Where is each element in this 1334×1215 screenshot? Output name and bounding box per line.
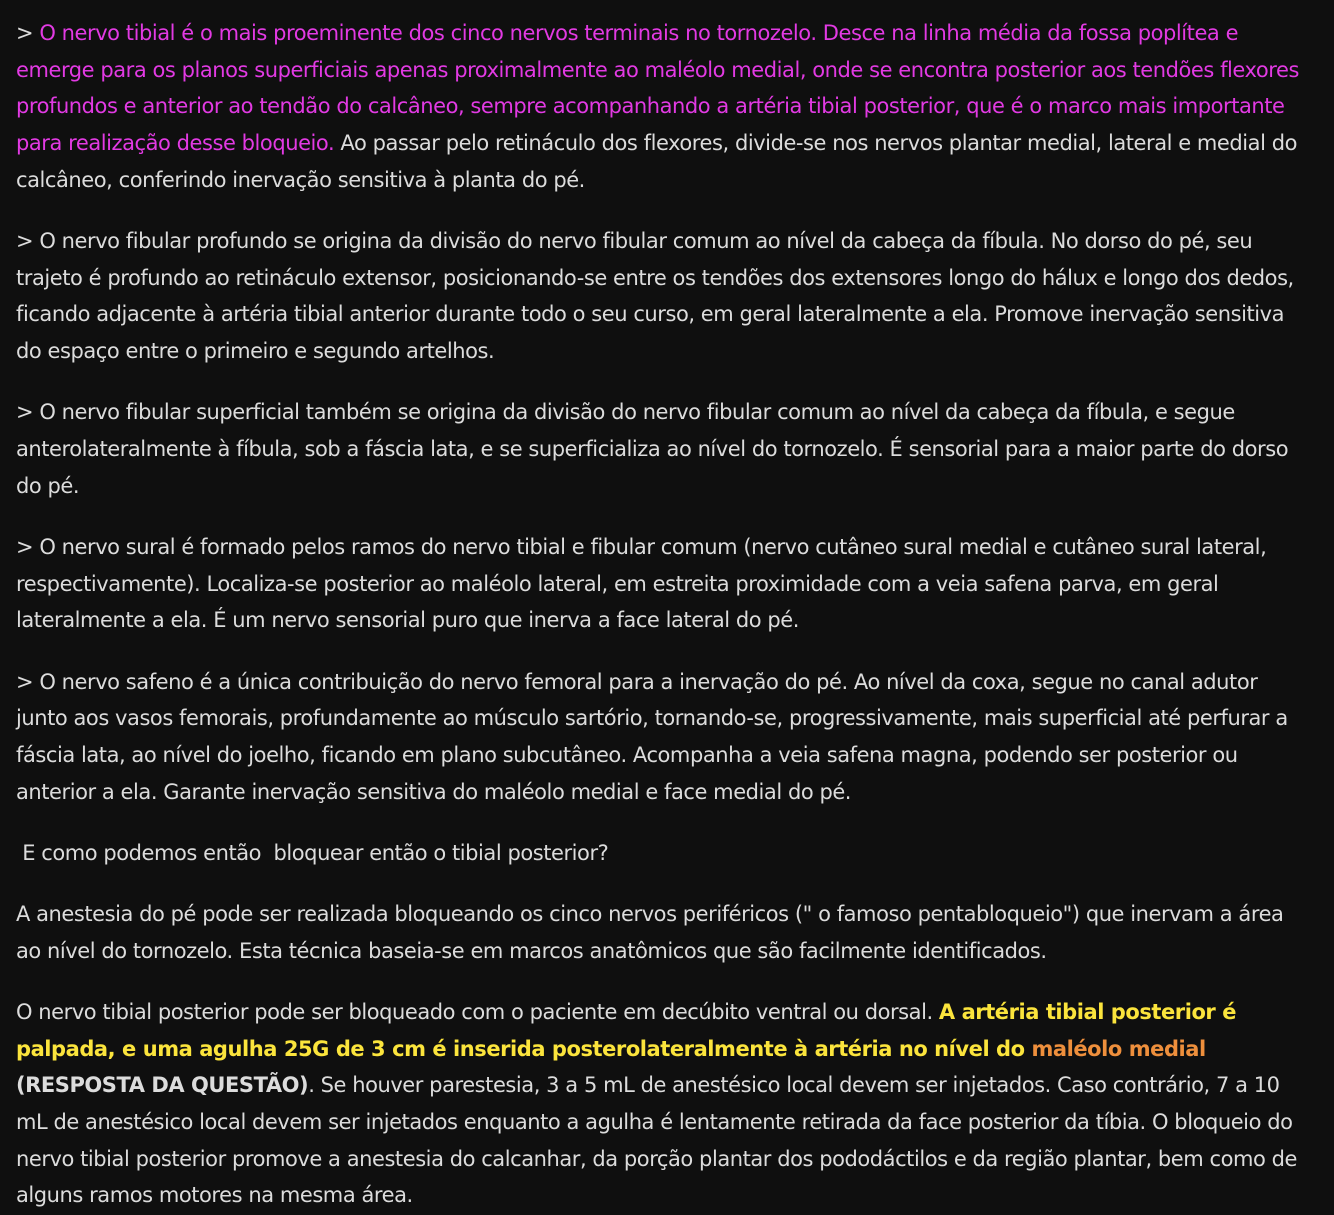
answer-label: (RESPOSTA DA QUESTÃO) xyxy=(16,1036,1220,1098)
blockquote-marker: > xyxy=(16,21,40,45)
paragraph-pentablock: A anestesia do pé pode ser realizada bloqueando os cinco nervos periféricos (" o famoso pentabloqueio") que inervam a área ao nível do tornozelo. Esta técnica baseia-se em marcos anatômicos que são facilmente identificados. xyxy=(16,902,1284,963)
paragraph-deep-fibular-nerve: > O nervo fibular profundo se origina da divisão do nervo fibular comum ao nível da cabeça da fíbula. No dorso do pé, seu trajeto é profundo ao retináculo extensor, posicionando-se entre os tendões dos extensores longo do hálux e longo dos dedos, ficando adjacente à artéria tibial anterior durante todo o seu curso, em geral lateralmente a ela. Promove inervação sensitiva do espaço entre o primeiro e segundo artelhos. xyxy=(16,229,1294,364)
paragraph-saphenous-nerve: > O nervo safeno é a única contribuição do nervo femoral para a inervação do pé. Ao nível da coxa, segue no canal adutor junto aos vasos femorais, profundamente ao músculo sartório, tornando-se, progressivamente, mais superficial até perfurar a fáscia lata, ao nível do joelho, ficando em plano subcutâneo. Acompanha a veia safena magna, podendo ser posterior ou anterior a ela. Garante inervação sensitiva do maléolo medial e face medial do pé. xyxy=(16,669,1288,804)
highlight-orange-key: maléolo medial xyxy=(1031,1036,1206,1061)
highlight-magenta: O nervo tibial é o mais proeminente dos cinco nervos terminais no tornozelo. Desce na linha média da fossa poplítea e emerge para os planos superficiais apenas proximalmente ao maléolo medial, onde se encontra posterior aos tendões flexores profundos e anterior ao tendão do calcâneo, sempre acompanhando a artéria tibial posterior, que é o marco mais importante para realização desse bloqueio. xyxy=(16,21,1299,156)
paragraph-text: O nervo tibial posterior pode ser bloqueado com o paciente em decúbito ventral ou dorsal. xyxy=(16,999,939,1024)
question-line: E como podemos então bloquear então o tibial posterior? xyxy=(16,840,609,865)
paragraph-sural-nerve: > O nervo sural é formado pelos ramos do nervo tibial e fibular comum (nervo cutâneo sural medial e cutâneo sural lateral, respectivamente). Localiza-se posterior ao maléolo lateral, em estreita proximidade com a veia safena parva, em geral lateralmente a ela. É um nervo sensorial puro que inerva a face lateral do pé. xyxy=(16,534,1267,633)
paragraph-text: Ao passar pelo retináculo dos flexores, divide-se nos nervos plantar medial, lateral e medial do calcâneo, conferindo inervação sensitiva à planta do pé. xyxy=(16,131,1297,192)
paragraph-tibial-nerve xyxy=(16,15,1304,199)
document-body xyxy=(16,15,1304,1214)
paragraph-superficial-fibular-nerve: > O nervo fibular superficial também se origina da divisão do nervo fibular comum ao nível da cabeça da fíbula, e segue anterolateralmente à fíbula, sob a fáscia lata, e se superficializa ao nível do tornozelo. É sensorial para a maior parte do dorso do pé. xyxy=(16,400,1289,498)
paragraph-text: . Se houver parestesia, 3 a 5 mL de anestésico local devem ser injetados. Caso contrário, 7 a 10 mL de anestésico local devem ser injetados enquanto a agulha é lentamente retirada da face posterior da tíbia. O bloqueio do nervo tibial posterior promove a anestesia do calcanhar, da porção plantar dos pododáctilos e da região plantar, bem como de alguns ramos motores na mesma área. xyxy=(16,1073,1297,1208)
highlight-yellow: A artéria tibial posterior é palpada, e uma agulha 25G de 3 cm é inserida posterolateralmente à artéria no nível do xyxy=(16,999,1236,1061)
paragraph-tibial-block-technique xyxy=(16,994,1304,1214)
